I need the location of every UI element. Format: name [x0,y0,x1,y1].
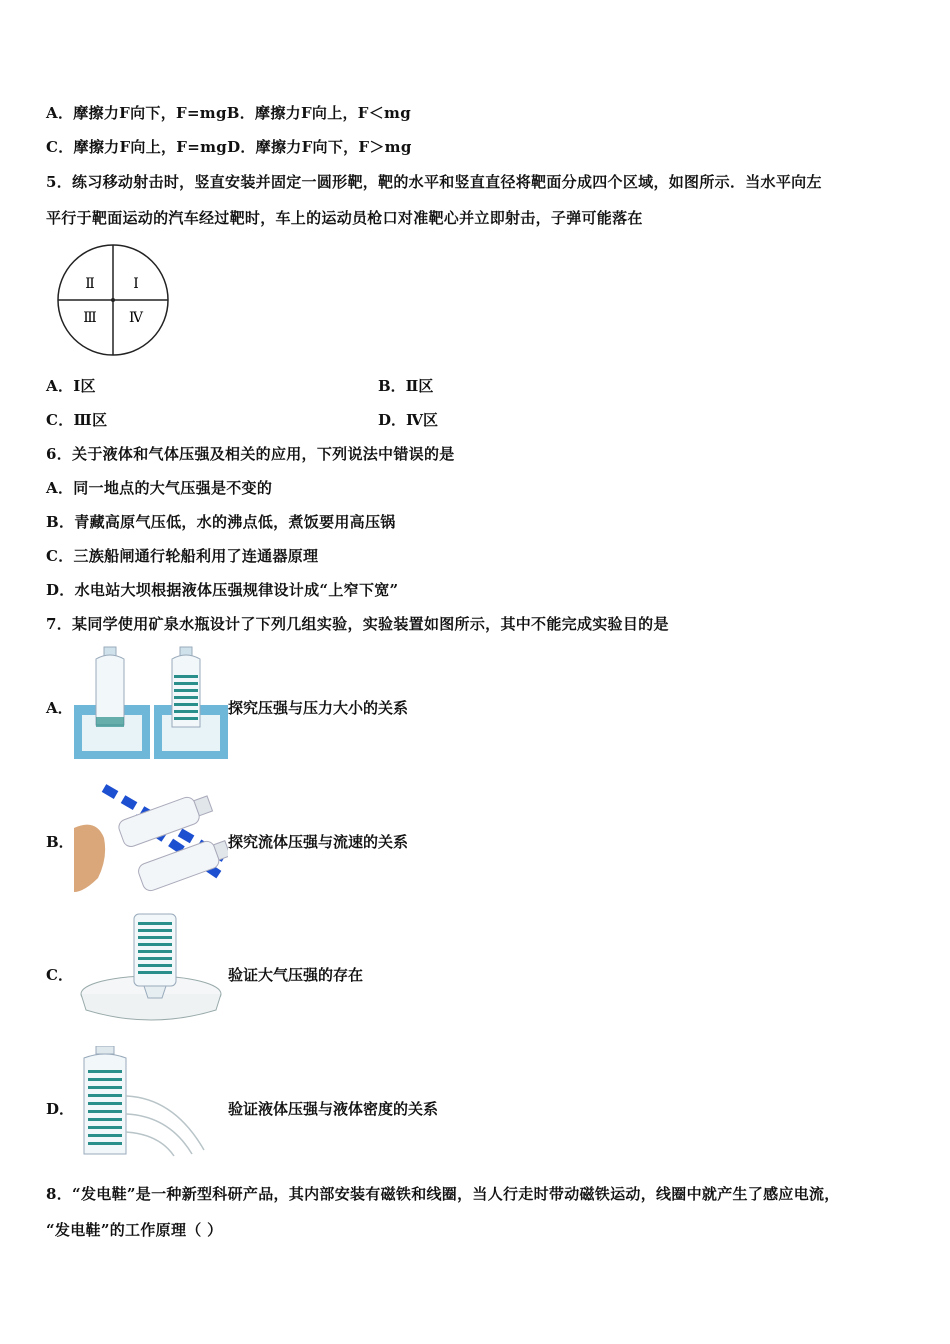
q4-options-row2: C．摩擦力F向上，F=mgD．摩擦力F向下，F＞mg [46,138,412,156]
q5-option-d: D．Ⅳ区 [378,411,439,429]
target-figure [52,243,174,359]
quadrant-label-4: Ⅳ [129,310,143,326]
quadrant-label-3: Ⅲ [83,310,97,326]
q5-stem-line2: 平行于靶面运动的汽车经过靶时，车上的运动员枪口对准靶心并立即射击，子弹可能落在 [46,209,643,227]
q6-option-b: B．青藏高原气压低，水的沸点低，煮饭要用高压锅 [46,513,396,531]
q6-option-c: C．三族船闸通行轮船利用了连通器原理 [46,547,319,565]
q7-stem: 7．某同学使用矿泉水瓶设计了下列几组实验，实验装置如图所示，其中不能完成实验目的是 [46,615,669,633]
q4-options-row1: A．摩擦力F向下，F=mgB．摩擦力F向上，F＜mg [46,104,412,122]
q5-option-c: C．Ⅲ区 [46,411,108,429]
q7-option-d-label: D． [46,1100,75,1118]
blowing-bottles-image [74,778,228,892]
q5-option-a: A．Ⅰ区 [46,377,96,395]
q8-stem-line1: 8．“发电鞋”是一种新型科研产品，其内部安装有磁铁和线圈，当人行走时带动磁铁运动，线圈中就产生了感应电流， [46,1185,840,1203]
q7-option-c-label: C． [46,966,73,984]
q7-option-c-text: 验证大气压强的存在 [228,966,364,984]
inverted-bottle-dish-image [74,912,228,1026]
q6-stem: 6．关于液体和气体压强及相关的应用，下列说法中错误的是 [46,445,455,463]
q7-option-a-text: 探究压强与压力大小的关系 [228,699,409,717]
bottles-on-sponge-image [74,645,228,759]
q8-stem-line2: “发电鞋”的工作原理（ ） [46,1221,223,1239]
quadrant-label-2: Ⅱ [85,276,95,292]
q7-option-b-label: B． [46,833,74,851]
q7-option-a-label: A． [46,699,73,717]
q5-option-b: B．Ⅱ区 [378,377,434,395]
q5-stem-line1: 5．练习移动射击时，竖直安装并固定一圆形靶，靶的水平和竖直直径将靶面分成四个区域，如图所示．当水平向左 [46,173,822,191]
q7-option-d-text: 验证液体压强与液体密度的关系 [228,1100,439,1118]
bottle-jets-image [74,1046,228,1160]
quadrant-label-1: Ⅰ [133,276,139,292]
q7-option-b-text: 探究流体压强与流速的关系 [228,833,409,851]
q6-option-a: A．同一地点的大气压强是不变的 [46,479,273,497]
q6-option-d: D．水电站大坝根据液体压强规律设计成“上窄下宽” [46,581,399,599]
